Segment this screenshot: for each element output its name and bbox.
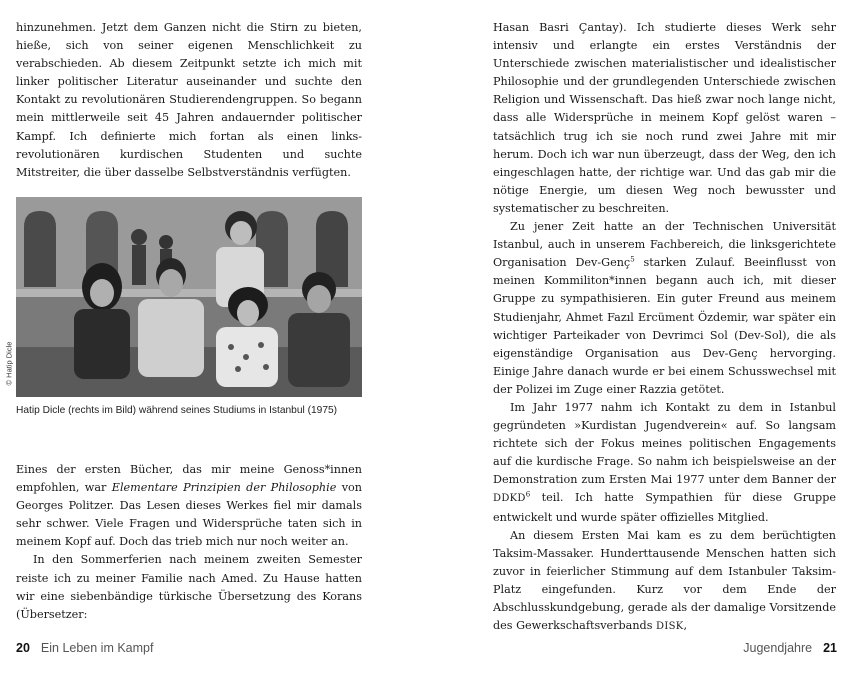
right-text (493, 19, 836, 636)
paragraph: Hasan Basri Çantay). Ich studierte dieses Werk sehr intensiv und erlangte ein erstes Verständnis der Unterschiede zwischen materialistischer und idealistischer Philosophie und der grundlegenden Unterschiede zwischen Religion und Wissenschaft. Das hieß zwar noch lange nicht, dass alle Widersprüche in meinem Kopf gelöst waren – tatsächlich trug ich sie noch rund zwei Jahre mit mir herum. Doch ich war nun überzeugt, dass der Weg, den ich eingeschlagen hatte, der richtige war. Und das gab mir die nötige Energie, um diesen Weg noch bewusster und systematischer zu beschreiten. (493, 21, 836, 215)
footer-left (16, 641, 153, 655)
photo-credit: © Hatip Dicle (4, 341, 14, 386)
historical-photo (16, 197, 362, 397)
left-text-top (16, 19, 362, 182)
footer-right (743, 641, 837, 655)
footnote-ref[interactable]: 5 (630, 255, 635, 264)
photo-image (16, 197, 362, 397)
running-title: Jugendjahre (743, 641, 813, 655)
page-number: 21 (823, 641, 837, 655)
paragraph: Eines der ersten Bücher, das mir meine Genoss*innen empfohlen, war Elementare Prinzipien der Philosophie von Georges Politzer. Das Lesen dieses Werkes fiel mir damals sehr schwer. Viele Fragen und Widersprüche taten sich in meinem Kopf auf. Doch das trieb mich nur noch weiter an. (16, 463, 362, 549)
paragraph: In den Sommerferien nach meinem zweiten Semester reiste ich zu meiner Familie nach Amed. Zu Hause hatten wir eine siebenbändige türkische Übersetzung des Korans (Übersetzer: (16, 553, 362, 621)
right-page (425, 0, 850, 680)
page-number: 20 (16, 641, 30, 655)
paragraph: Zu jener Zeit hatte an der Technischen Universität Istanbul, auch in unserem Fachbereich, die linksgerichtete Organisation Dev-Genç$^5$ starken Zulauf. Beeinflusst von meinen Kommiliton*innen begann auch ich, mit dieser Gruppe zu sympathisieren. Ein guter Freund aus meinem Studienjahr, Ahmet Fazıl Ercüment Özdemir, war später ein wichtiger Parteikader von Devrimci Sol (Dev-Sol), die als eigenständige Organisation aus Dev-Genç hervorging. Einige Jahre danach wurde er bei einem Schusswechsel mit der Polizei im Zuge einer Razzia getötet. (493, 220, 836, 396)
paragraph: Im Jahr 1977 nahm ich Kontakt zu dem in Istanbul gegründeten »Kurdistan Jugendverein« auf. So langsam richtete sich der Fokus meines politischen Engagements auf die kurdische Frage. So nahm ich beispielsweise an der Demonstration zum Ersten Mai 1977 unter dem Banner der DDKD$^6$ teil. Ich hatte Sympathien für diese Gruppe entwickelt und wurde später offizielles Mitglied. (493, 400, 836, 524)
left-text-bottom (16, 461, 362, 624)
running-title: Ein Leben im Kampf (40, 641, 154, 655)
paragraph: An diesem Ersten Mai kam es zu dem berüchtigten Taksim-Massaker. Hunderttausende Menschen hatten sich zuvor in feierlicher Stimmung auf dem Istanbuler Taksim-Platz eingefunden. Kurz vor dem Ende der Abschlusskundgebung, gerade als der damalige Vorsitzende des Gewerkschaftsverbands DISK, (493, 528, 836, 633)
photo-caption: Hatip Dicle (rechts im Bild) während seines Studiums in Istanbul (1975) (16, 405, 338, 416)
paragraph: hinzunehmen. Jetzt dem Ganzen nicht die Stirn zu bieten, hieße, sich von seiner eigenen Menschlichkeit zu verabschieden. Ab diesem Zeitpunkt setzte ich mich mit linker politischer Literatur auseinander und suchte den Kontakt zu revolutionären Studierendengruppen. So begann mein mittlerweile seit 45 Jahren andauernder politischer Kampf. Ich definierte mich fortan als einen links-revolutionären kurdischen Studenten und suchte Mitstreiter, die über dasselbe Selbstverständnis verfügten. (16, 21, 362, 179)
abbreviation: DDKD (493, 493, 526, 505)
footnote-ref[interactable]: 6 (525, 490, 531, 499)
abbreviation: DISK (656, 621, 684, 633)
book-title: Elementare Prinzipien der Philosophie (111, 481, 337, 495)
